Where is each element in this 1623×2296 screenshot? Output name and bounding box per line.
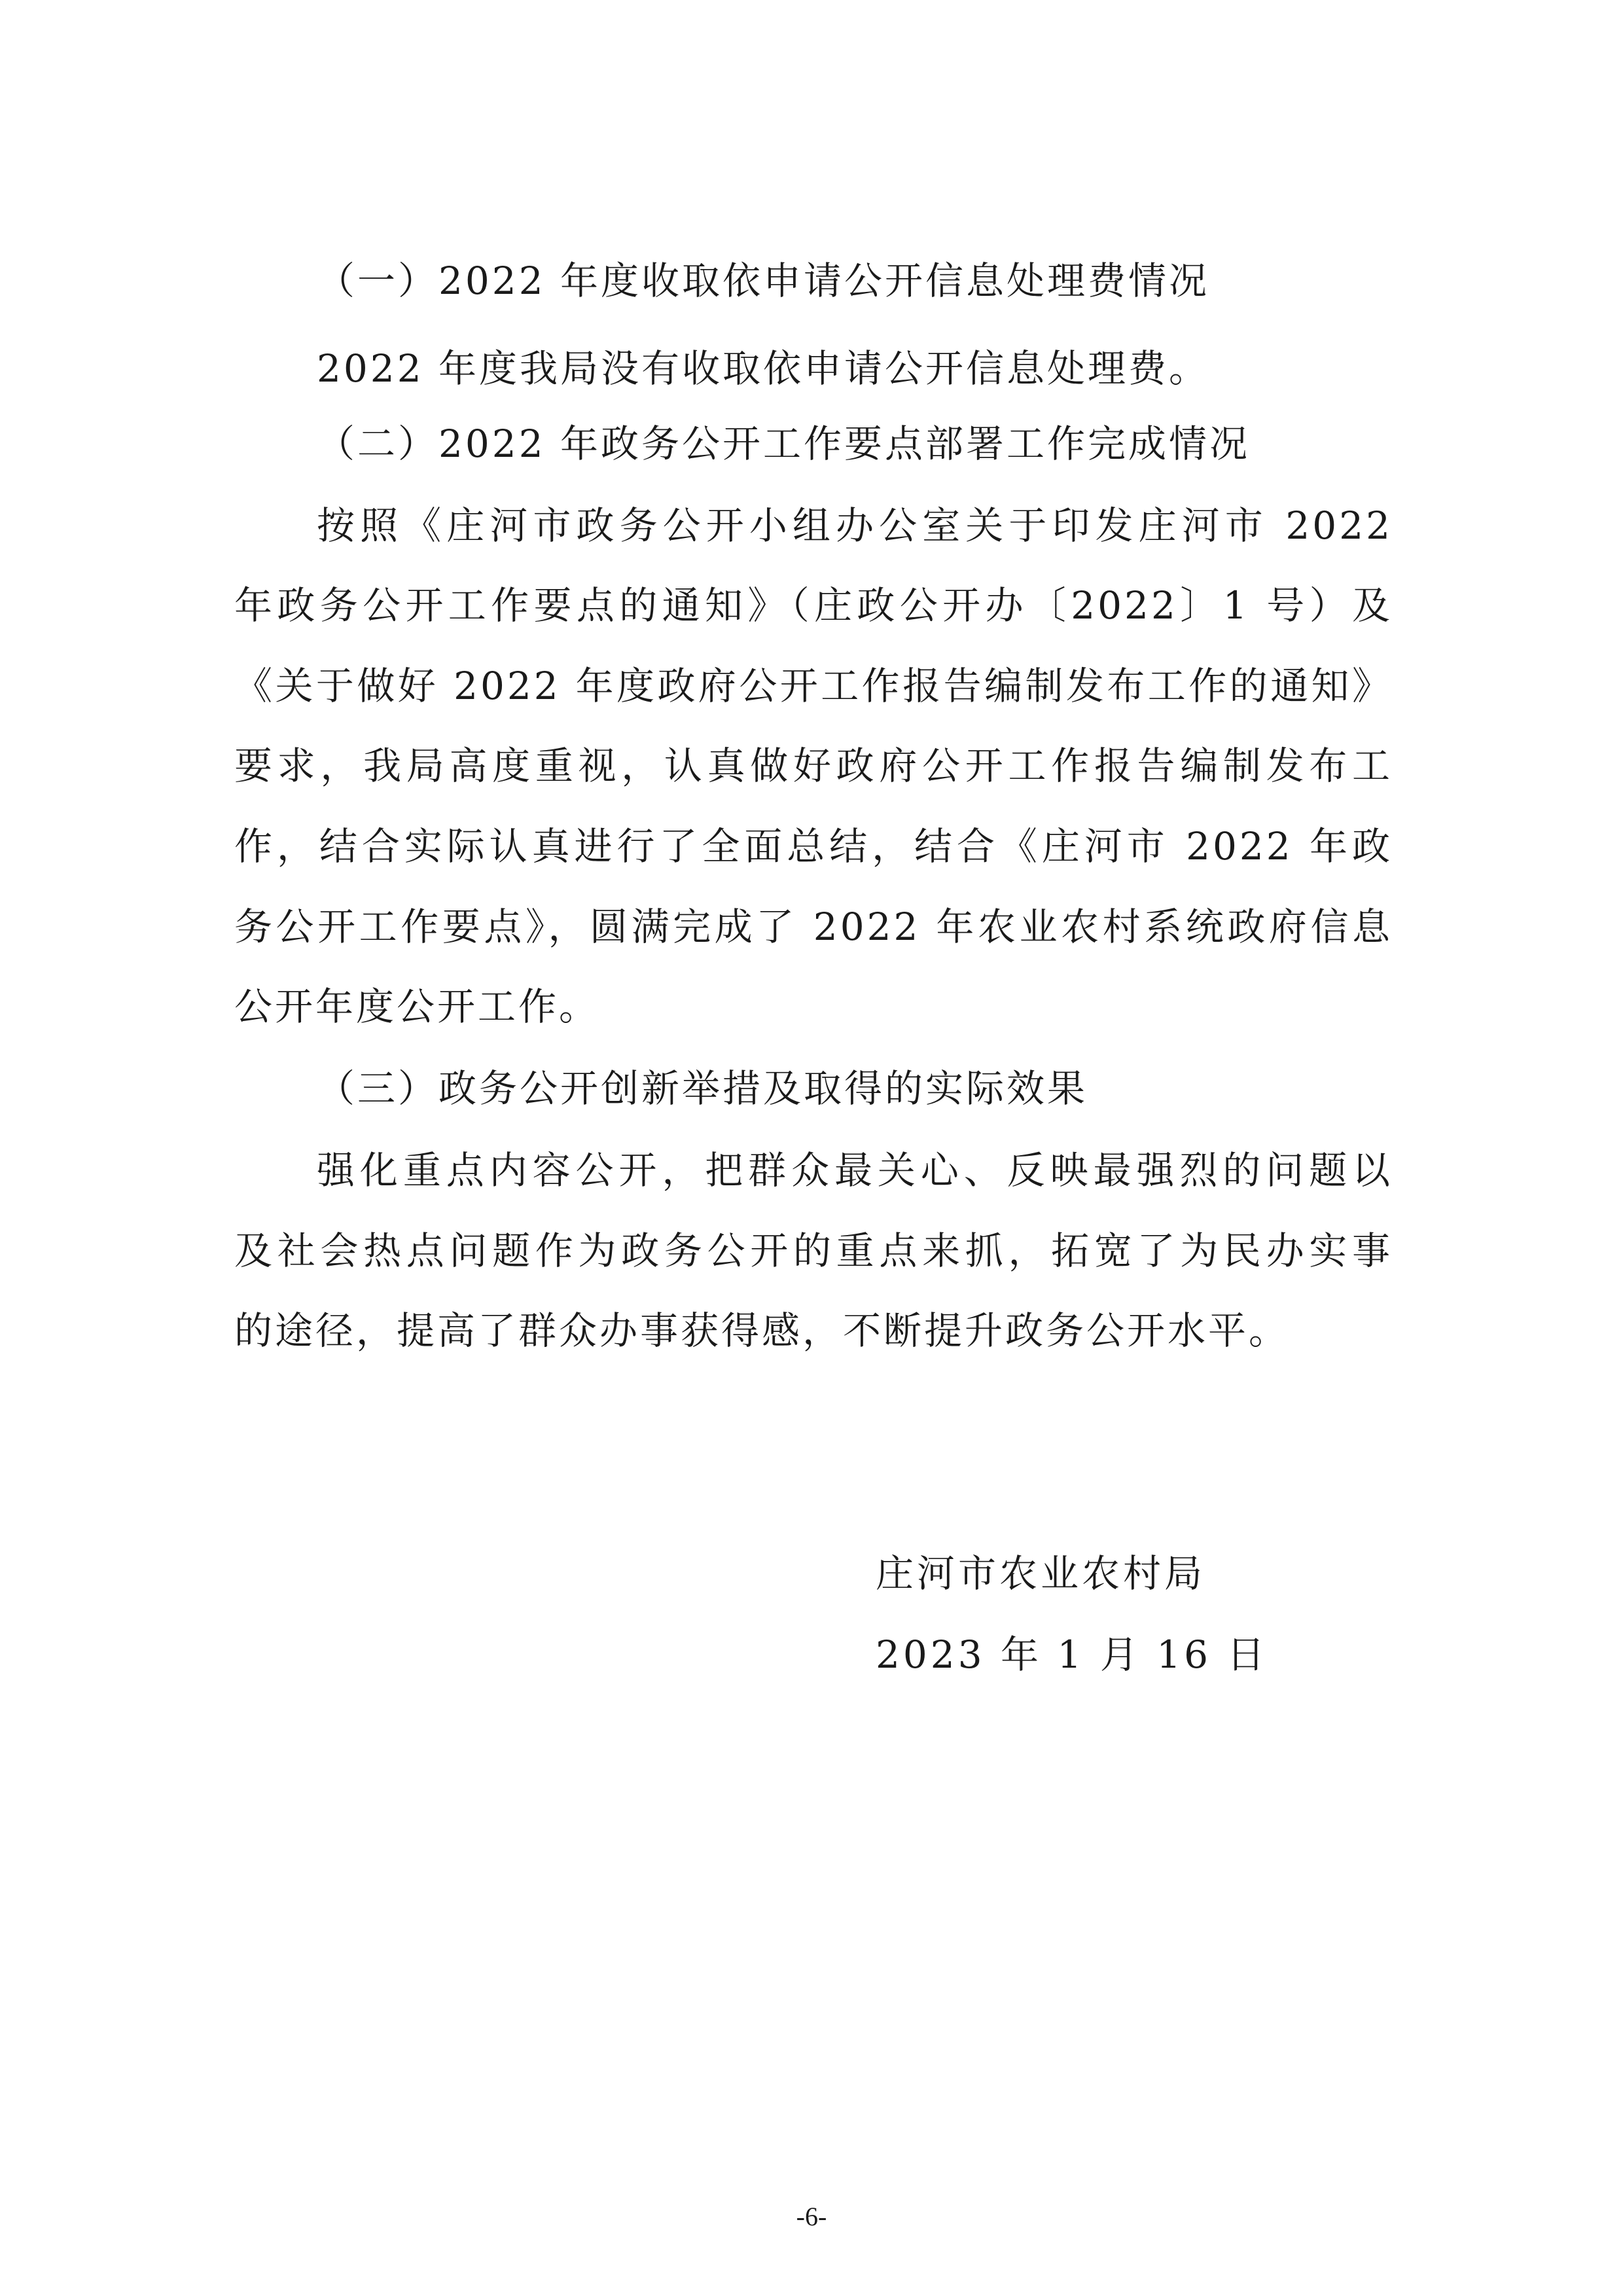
section-1-paragraph: 2022 年度我局没有收取依申请公开信息处理费。	[317, 346, 1210, 391]
section-3-heading: （三）政务公开创新举措及取得的实际效果	[317, 1066, 1088, 1111]
section-3-paragraph-line: 强化重点内容公开，把群众最关心、反映最强烈的问题以	[317, 1148, 1393, 1193]
section-2-paragraph-line: 公开年度公开工作。	[234, 984, 600, 1029]
section-2-paragraph-line: 年政务公开工作要点的通知》（庄政公开办〔2022〕1 号）及	[234, 583, 1393, 628]
section-2-paragraph-line: 《关于做好 2022 年度政府公开工作报告编制发布工作的通知》	[234, 664, 1393, 708]
section-2-heading: （二）2022 年政务公开工作要点部署工作完成情况	[317, 422, 1251, 466]
section-1-heading: （一）2022 年度收取依申请公开信息处理费情况	[317, 259, 1210, 303]
section-3-paragraph-line: 及社会热点问题作为政务公开的重点来抓，拓宽了为民办实事	[234, 1229, 1393, 1273]
section-3-paragraph-line: 的途径，提高了群众办事获得感，不断提升政务公开水平。	[234, 1308, 1290, 1353]
section-2-paragraph-line: 要求，我局高度重视，认真做好政府公开工作报告编制发布工	[234, 744, 1393, 788]
section-2-paragraph-line: 作，结合实际认真进行了全面总结，结合《庄河市 2022 年政	[234, 824, 1393, 869]
page-number: -6-	[796, 2202, 827, 2231]
signature-organization: 庄河市农业农村局	[876, 1551, 1206, 1596]
signature-date: 2023 年 1 月 16 日	[876, 1632, 1268, 1677]
section-2-paragraph-line: 务公开工作要点》，圆满完成了 2022 年农业农村系统政府信息	[234, 905, 1393, 949]
section-2-paragraph-line: 按照《庄河市政务公开小组办公室关于印发庄河市 2022	[317, 503, 1393, 548]
